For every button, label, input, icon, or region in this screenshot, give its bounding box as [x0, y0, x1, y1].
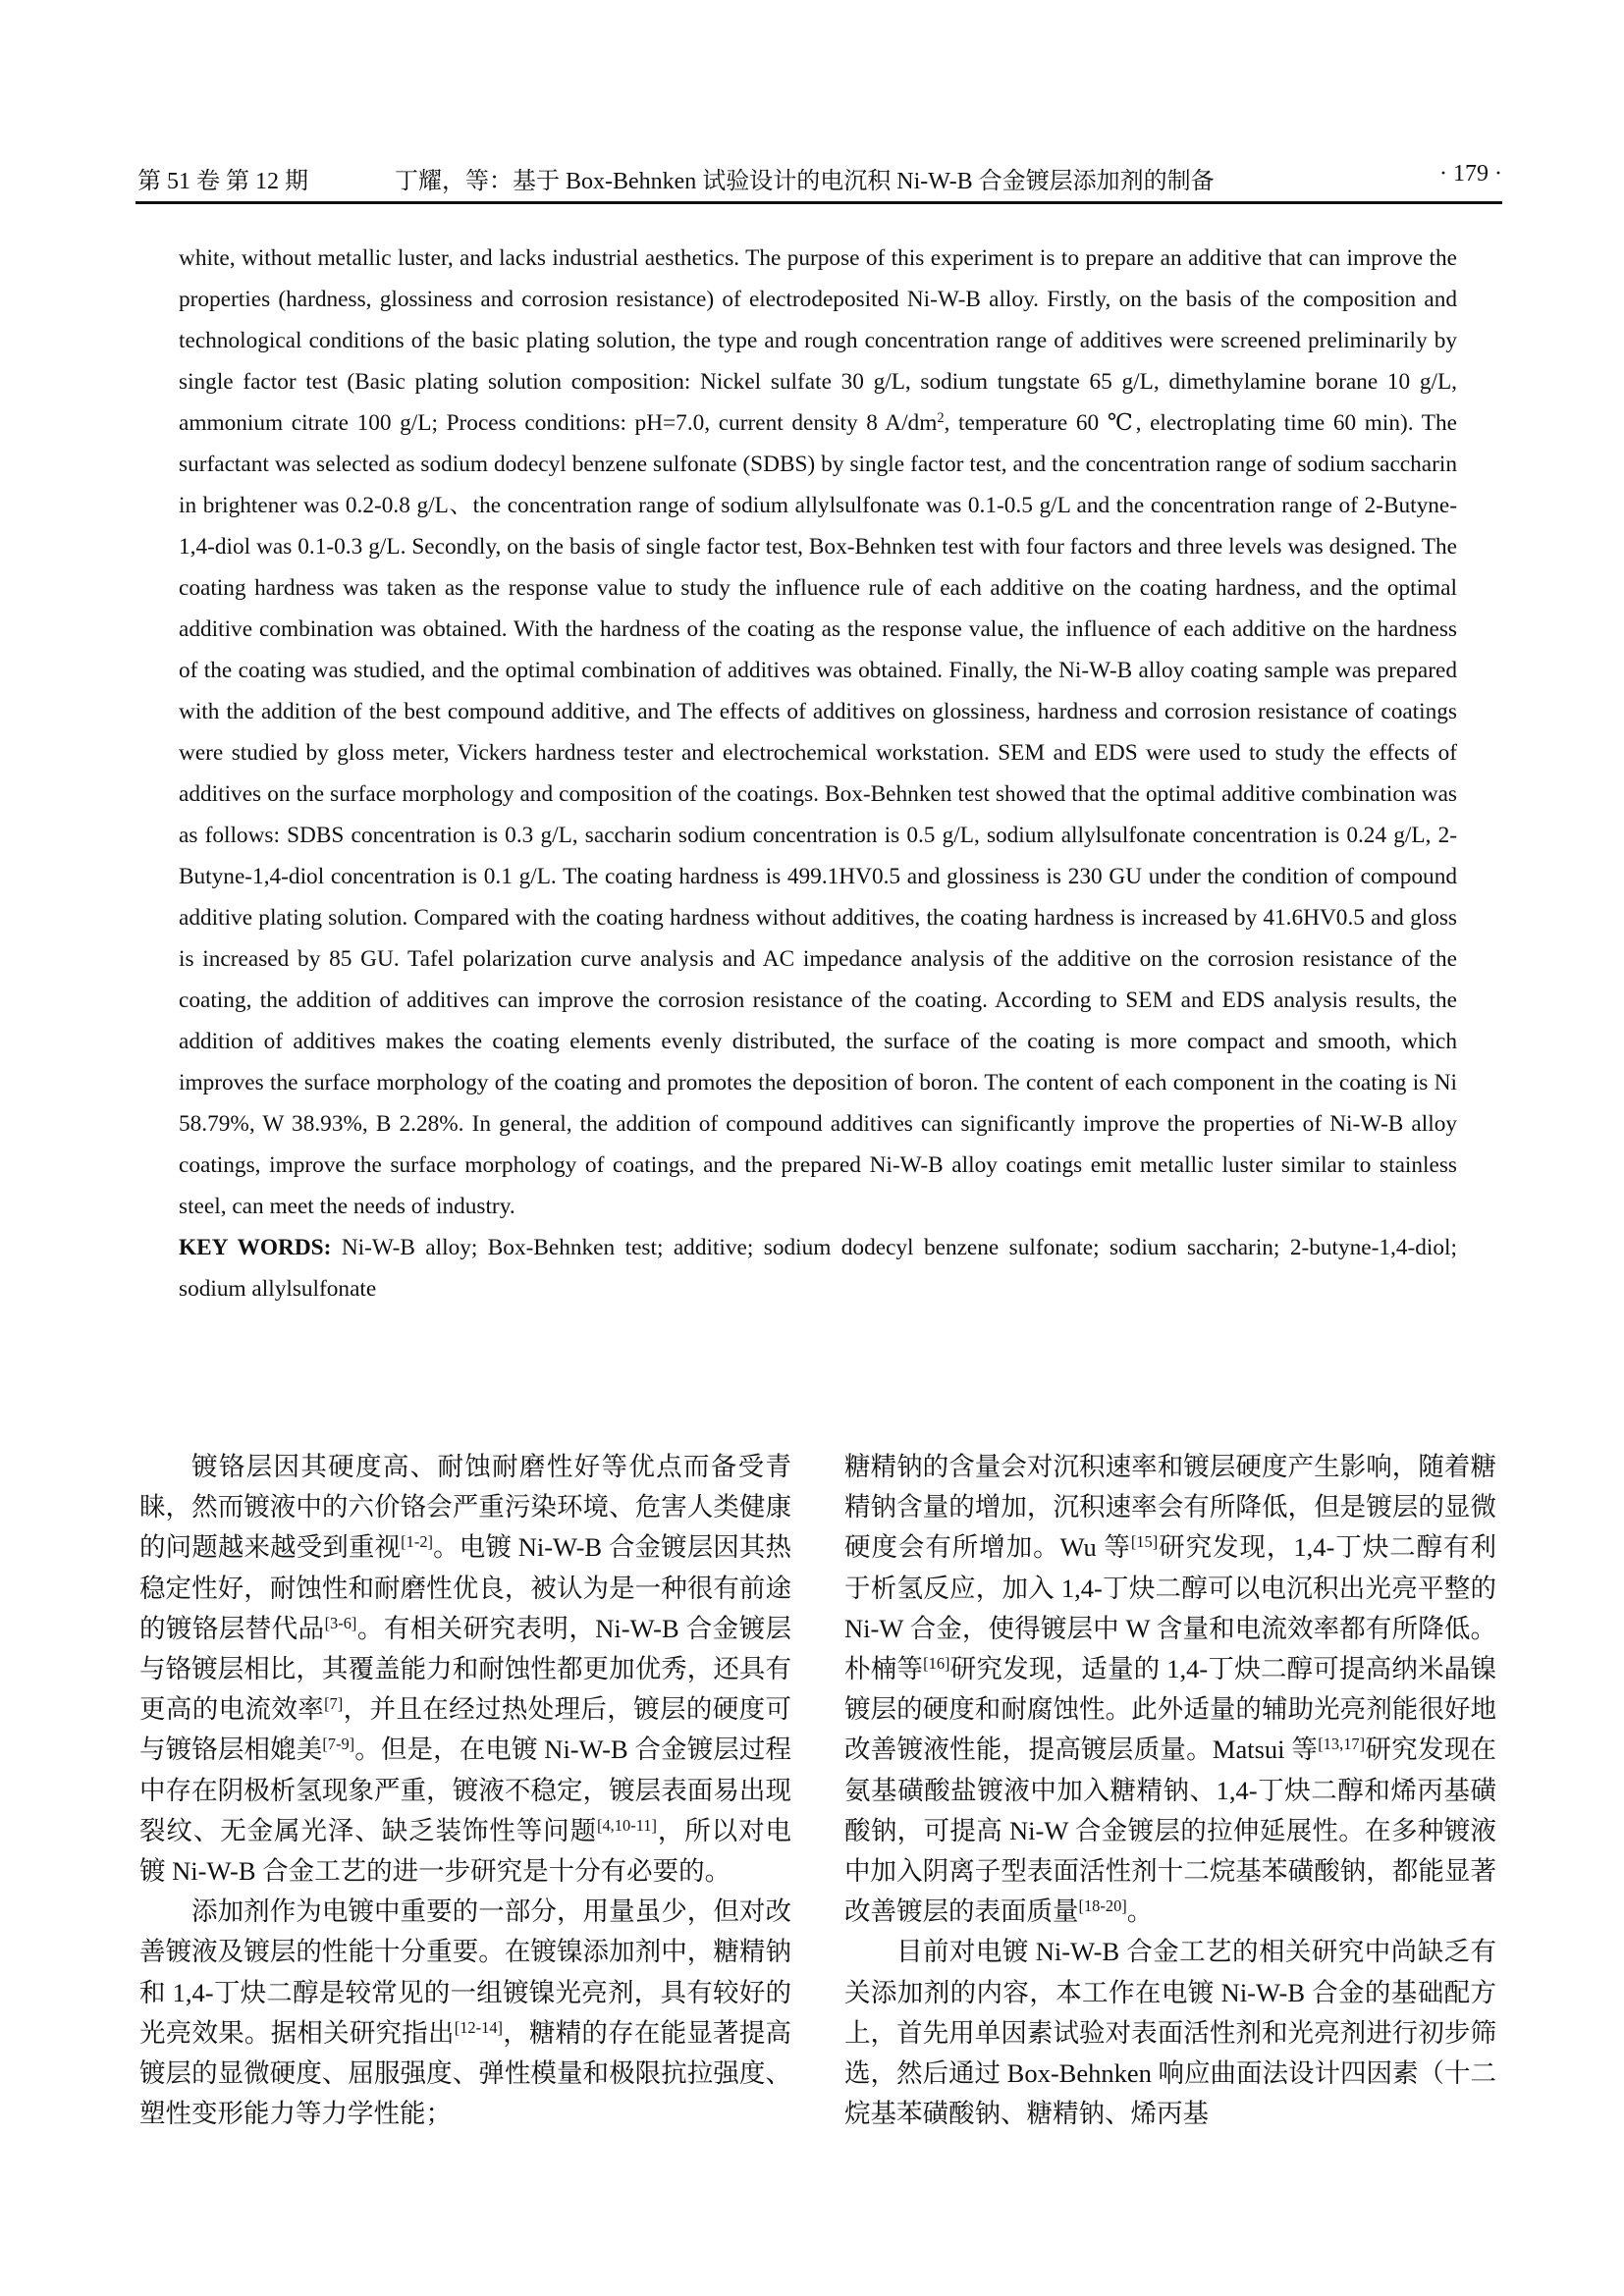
english-abstract — [179, 238, 1457, 1309]
text-run: 研究发现，适量的 1,4-丁炔二醇可提高纳米晶镍镀层的硬度和耐腐蚀性。此外适量的辅助光亮剂能很好地改善镀液性能，提高镀层质量。Matsui 等 — [844, 1654, 1497, 1765]
text-run: 。电镀 Ni-W-B 合金镀层因其热稳定性好，耐蚀性和耐磨性优良，被认为是一种很有前途的镀铬层替代品 — [139, 1532, 792, 1643]
volume-issue: 第 51 卷 第 12 期 — [137, 169, 308, 194]
text-run: 。但是，在电镀 Ni-W-B 合金镀层过程中存在阴极析氢现象严重，镀液不稳定，镀层表面易出现裂纹、无金属光泽、缺乏装饰性等问题 — [139, 1735, 792, 1845]
text-run: 。 — [1126, 1896, 1154, 1927]
text-run: 研究发现在氨基磺酸盐镀液中加入糖精钠、1,4-丁炔二醇和烯丙基磺酸钠，可提高 Ni-W 合金镀层的拉伸延展性。在多种镀液中加入阴离子型表面活性剂十二烷基苯磺酸钠，都能显著改善镀层的表面质量 — [844, 1735, 1496, 1927]
text-run: 目前对电镀 Ni-W-B 合金工艺的相关研究中尚缺乏有关添加剂的内容，本工作在电镀 Ni-W-B 合金的基础配方上，首先用单因素试验对表面活性剂和光亮剂进行初步筛选，然后通过 Box-Behnken 响应曲面法设计四因素（十二烷基苯磺酸钠、糖精钠、烯丙基 — [844, 1937, 1496, 2129]
text-run: white, without metallic luster, and lacks industrial aesthetics. The purpose of this experiment is to prepare an additive that can improve the properties (hardness, glossiness and corrosion resistance) of electrodeposited Ni-W-B alloy. Firstly, on the basis of the composition and technological conditions of the basic plating solution, the type and rough concentration range of additives were screened preliminarily by single factor test (Basic plating solution composition: Nickel sulfate 30 g/L, sodium tungstate 65 g/L, dimethylamine borane 10 g/L, ammonium citrate 100 g/L; Process conditions: pH=7.0, current density 8 A/dm — [179, 245, 1457, 436]
citation-superscript: [7-9] — [322, 1735, 355, 1754]
header-rule — [135, 201, 1502, 204]
citation-superscript: [3-6] — [324, 1613, 357, 1632]
text-run: ，所以对电镀 Ni-W-B 合金工艺的进一步研究是十分有必要的。 — [139, 1815, 792, 1887]
text-run: 糖精钠的含量会对沉积速率和镀层硬度产生影响，随着糖精钠含量的增加，沉积速率会有所降低，但是镀层的显微硬度会有所增加。Wu 等 — [844, 1452, 1496, 1563]
body-column-right — [844, 1447, 1496, 2134]
citation-superscript: [18-20] — [1078, 1896, 1127, 1916]
body-paragraph — [139, 1447, 791, 1892]
running-header — [137, 157, 1502, 196]
text-run: ，糖精的存在能显著提高镀层的显微硬度、屈服强度、弹性模量和极限抗拉强度、塑性变形能力等力学性能； — [139, 2017, 792, 2129]
body-paragraph — [844, 1447, 1496, 1932]
text-run: 添加剂作为电镀中重要的一部分，用量虽少，但对改善镀液及镀层的性能十分重要。在镀镍添加剂中，糖精钠和 1,4-丁炔二醇是较常见的一组镀镍光亮剂，具有较好的光亮效果。据相关研究指出 — [139, 1896, 791, 2048]
citation-superscript: [13,17] — [1318, 1735, 1366, 1754]
citation-superscript: [15] — [1130, 1532, 1159, 1552]
body-column-left — [139, 1447, 791, 2134]
text-run: 。有相关研究表明，Ni-W-B 合金镀层与铬镀层相比，其覆盖能力和耐蚀性都更加优秀，还具有更高的电流效率 — [139, 1613, 792, 1725]
keywords-text: Ni-W-B alloy; Box-Behnken test; additive; sodium dodecyl benzene sulfonate; sodium saccharin; 2-butyne-1,4-diol; sodium allylsulfonate — [179, 1235, 1457, 1302]
text-run: 研究发现，1,4-丁炔二醇有利于析氢反应，加入 1,4-丁炔二醇可以电沉积出光亮平整的 Ni-W 合金，使得镀层中 W 含量和电流效率都有所降低。朴楠等 — [844, 1532, 1496, 1684]
keywords-label: KEY WORDS: — [179, 1235, 332, 1260]
text-run: 镀铬层因其硬度高、耐蚀耐磨性好等优点而备受青睐，然而镀液中的六价铬会严重污染环境、危害人类健康的问题越来越受到重视 — [139, 1452, 791, 1563]
abstract-paragraph — [179, 238, 1457, 1227]
citation-superscript: [1-2] — [401, 1532, 433, 1552]
citation-superscript: 2 — [937, 410, 945, 427]
citation-superscript: [16] — [923, 1653, 950, 1673]
text-run: , temperature 60 ℃, electroplating time 60 min). The surfactant was selected as sodium dodecyl benzene sulfonate (SDBS) by single factor test, and the concentration range of sodium saccharin in brightener was 0.2-0.8 g/L、the concentration range of sodium allylsulfonate was 0.1-0.5 g/L and the concentration range of 2-Butyne-1,4-diol was 0.1-0.3 g/L. Secondly, on the basis of single factor test, Box-Behnken test with four factors and three levels was designed. The coating hardness was taken as the response value to study the influence rule of each additive on the coating hardness, and the optimal additive combination was obtained. With the hardness of the coating as the response value, the influence of each additive on the hardness of the coating was studied, and the optimal combination of additives was obtained. Finally, the Ni-W-B alloy coating sample was prepared with the addition of the best compound additive, and The effects of additives on glossiness, hardness and corrosion resistance of coatings were studied by gloss meter, Vickers hardness tester and electrochemical workstation. SEM and EDS were used to study the effects of additives on the surface morphology and composition of the coatings. Box-Behnken test showed that the optimal additive combination was as follows: SDBS concentration is 0.3 g/L, saccharin sodium concentration is 0.5 g/L, sodium allylsulfonate concentration is 0.24 g/L, 2-Butyne-1,4-diol concentration is 0.1 g/L. The coating hardness is 499.1HV0.5 and glossiness is 230 GU under the condition of compound additive plating solution. Compared with the coating hardness without additives, the coating hardness is increased by 41.6HV0.5 and gloss is increased by 85 GU. Tafel polarization curve analysis and AC impedance analysis of the additive on the corrosion resistance of the coating, the addition of additives can improve the corrosion resistance of the coating. According to SEM and EDS analysis results, the addition of additives makes the coating elements evenly distributed, the surface of the coating is more compact and smooth, which improves the surface morphology of the coating and promotes the deposition of boron. The content of each component in the coating is Ni 58.79%, W 38.93%, B 2.28%. In general, the addition of compound additives can significantly improve the properties of Ni-W-B alloy coatings, improve the surface morphology of coatings, and the prepared Ni-W-B alloy coatings emit metallic luster similar to stainless steel, can meet the needs of industry. — [179, 410, 1457, 1219]
citation-superscript: [7] — [324, 1694, 344, 1714]
body-paragraph — [139, 1892, 791, 2134]
citation-superscript: [12-14] — [454, 2017, 503, 2037]
running-title: 丁耀，等：基于 Box-Behnken 试验设计的电沉积 Ni-W-B 合金镀层添加剂的制备 — [395, 169, 1215, 194]
text-run: ，并且在经过热处理后，镀层的硬度可与镀铬层相媲美 — [139, 1694, 792, 1765]
keywords — [179, 1227, 1457, 1309]
page-number: · 179 · — [1439, 161, 1502, 187]
body-paragraph — [844, 1932, 1496, 2134]
citation-superscript: [4,10-11] — [596, 1815, 657, 1835]
